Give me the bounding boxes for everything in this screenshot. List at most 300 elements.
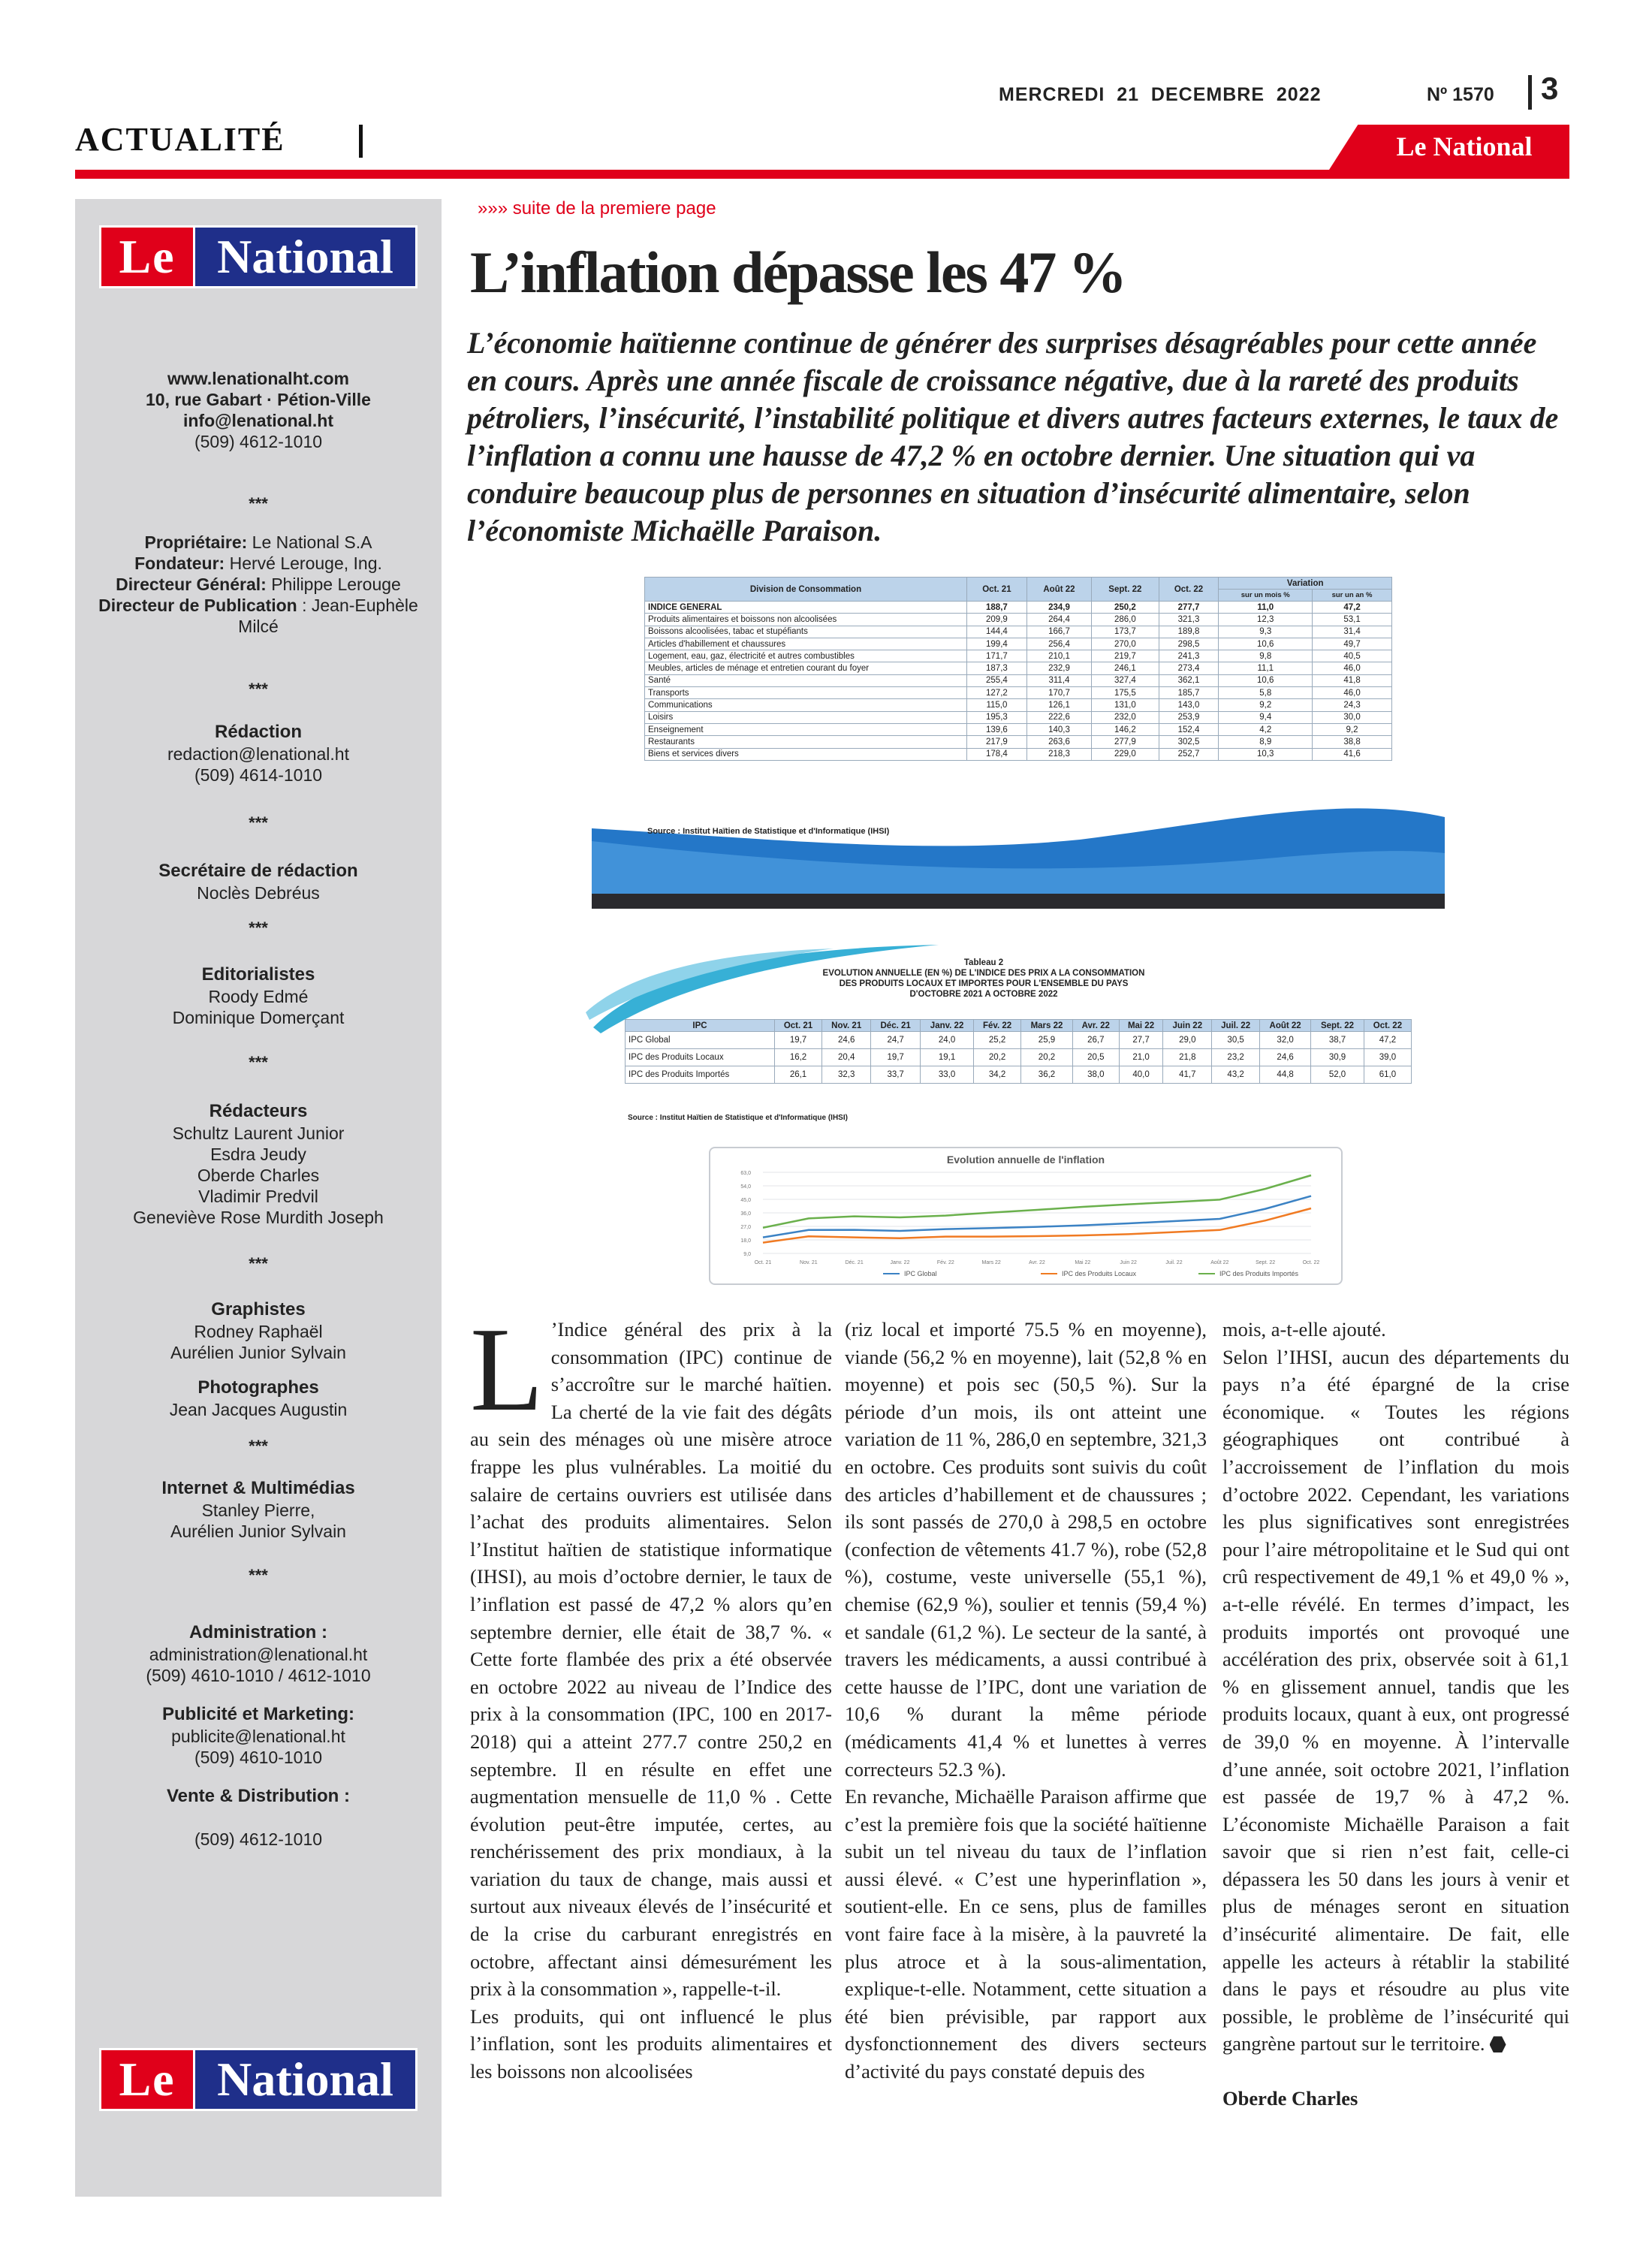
table-row-label: Restaurants: [645, 736, 967, 748]
inflation-chart-svg: [710, 1148, 1341, 1283]
table-cell: 25,2: [974, 1032, 1021, 1049]
editorialistes-block: [75, 964, 442, 1028]
table-row: [626, 1049, 1412, 1066]
table-row: [645, 662, 1392, 674]
chart-x-tick-label: Juil. 22: [1165, 1260, 1183, 1265]
t1-header: Août 22: [1026, 578, 1091, 602]
table-cell: 195,3: [967, 711, 1027, 723]
table-cell: 38,8: [1313, 736, 1392, 748]
table-row: [645, 748, 1392, 760]
paragraph-text: ’Indice général des prix à la consommation (IPC) continue de s’accroître sur le marché haïtien. La cherté de la vie fait des dégâts au sein des ménages où une misère atroce frappe les plus vulnérables. La moitié du salaire de certains ouvriers est utilisée dans l’achat des produits alimentaires. Selon l’Institut haïtien de statistique informatique (IHSI), au mois d’octobre dernier, le taux de l’inflation est passé de 47,2 % alors qu’en septembre dernier, elle était de 38,7 %. « Cette forte flambée des prix a été observée en octobre 2022 au niveau de l’Indice des prix à la consommation (IPC, 100 en 2017-2018) qui a atteint 277.7 contre 250,2 en septembre. Il en résulte en effet une augmentation mensuelle de 11,0 % . Cette évolution peut-être imputée, certes, au renchérissement des prix mondiaux, à la variation du taux de change, mais aussi et surtout aux niveaux élevés de l’insécurité et de la crise du carburant enregistrés en octobre, affectant ainsi démesurément les prix à la consommation », rappelle-t-il.: [470, 1318, 832, 2001]
table-cell: 229,0: [1092, 748, 1159, 760]
table-cell: 170,7: [1026, 687, 1091, 699]
chart-series-line: [763, 1208, 1311, 1243]
header-rule: [75, 170, 1569, 179]
graphistes-block: [75, 1298, 442, 1363]
body-paragraph: En revanche, Michaëlle Paraison affirme que c’est la première fois que la société haïtienne subit un tel niveau du taux de l’inflation aussi élevé. « C’est une hyperinflation », soutient-elle. En ce sens, plus de familles vont faire face à la misère, à la pauvreté la plus atroce et à la sous-alimentation, explique-t-elle. Notamment, cette situation a été bien prévisible, par rapport aux dysfonctionnement des divers secteurs d’activité du pays constaté depuis des: [845, 1785, 1207, 2083]
table1-figure: [592, 569, 1445, 909]
chart-y-tick-label: 18,0: [740, 1238, 751, 1244]
redaction-block: [75, 721, 442, 786]
table-row: [645, 723, 1392, 735]
t2-header: Fév. 22: [974, 1020, 1021, 1032]
table-row-label: Transports: [645, 687, 967, 699]
redaction-phone: (509) 4614-1010: [194, 765, 323, 785]
table-cell: 219,7: [1092, 650, 1159, 662]
chart-y-tick-label: 36,0: [740, 1211, 751, 1217]
table-row-label: Logement, eau, gaz, électricité et autres combustibles: [645, 650, 967, 662]
table-cell: 9,2: [1219, 699, 1313, 711]
redacteurs-title: Rédacteurs: [209, 1101, 308, 1121]
staff-value: Milcé: [238, 617, 279, 636]
table-row: [645, 711, 1392, 723]
separator-stars: ***: [249, 1437, 268, 1455]
table-cell: 263,6: [1026, 736, 1091, 748]
table-cell: 256,4: [1026, 638, 1091, 650]
redacteur-name: Schultz Laurent Junior: [172, 1123, 345, 1143]
table-row-label: Enseignement: [645, 723, 967, 735]
table-cell: 127,2: [967, 687, 1027, 699]
table-cell: 41,7: [1163, 1066, 1212, 1084]
table-cell: 270,0: [1092, 638, 1159, 650]
paragraph-text: Selon l’IHSI, aucun des départements du pays n’a été épargné de la crise économique. « Toutes les régions géographiques ont contribué à l’accroissement de l’inflation du mois d’octobre 2022. Cependant, les variations les plus significatives sont enregistrées pour l’aire métropolitaine et le Sud qui ont crû respectivement de 49,1 % et 49,0 % », a-t-elle révélé. En termes d’impact, les produits importés ont provoqué une accélération des prix, observée soit à 61,1 % en glissement annuel, tandis que les produits locaux, quant à eux, ont progressé de 39,0 % en moyenne. À l’intervalle d’une année, soit octobre 2021, l’inflation est passée de 19,7 % à 47,2 %. L’économiste Michaëlle Paraison a fait savoir que si rien n’est fait, celle-ci dépassera les 50 dans les jours à venir et plus de ménages seront en situation d’insécurité alimentaire. De fait, elle appelle les acteurs à rétablir la stabilité dans le pays et résoudre au plus vite possible, le problème de l’insécurité qui gangrène partout sur le territoire.: [1222, 1345, 1569, 2055]
table-row: [645, 626, 1392, 638]
table-cell: 217,9: [967, 736, 1027, 748]
table-cell: 33,0: [920, 1066, 973, 1084]
table-cell: 152,4: [1159, 723, 1219, 735]
table2-title-line: EVOLUTION ANNUELLE (EN %) DE L'INDICE DES PRIX A LA CONSOMMATION: [822, 969, 1145, 978]
table-cell: 189,8: [1159, 626, 1219, 638]
table-cell: 39,0: [1364, 1049, 1411, 1066]
staff-value: : Jean-Euphèle: [297, 596, 418, 615]
continuation-kicker: »»» suite de la premiere page: [478, 198, 716, 219]
table-cell: 264,4: [1026, 614, 1091, 626]
chart-x-tick-label: Août 22: [1210, 1260, 1229, 1265]
table-cell: 43,2: [1212, 1066, 1260, 1084]
administration-block: [75, 1621, 442, 1686]
table-cell: 24,7: [871, 1032, 921, 1049]
table-cell: 31,4: [1313, 626, 1392, 638]
inflation-chart: [709, 1147, 1343, 1285]
newspaper-logo-bottom: [99, 2048, 418, 2111]
logo-le: Le: [99, 2048, 195, 2111]
table2-body: [626, 1032, 1412, 1084]
chart-x-tick-label: Nov. 21: [800, 1260, 818, 1265]
publicite-phone: (509) 4610-1010: [194, 1748, 323, 1767]
table-cell: 171,7: [967, 650, 1027, 662]
table-row-label: Biens et services divers: [645, 748, 967, 760]
t2-header: Mai 22: [1119, 1020, 1163, 1032]
table1: [644, 577, 1392, 761]
vente-block: [75, 1785, 442, 1850]
page-number: 3: [1541, 71, 1559, 106]
separator-stars: ***: [249, 918, 268, 937]
table-row-label: Articles d'habillement et chaussures: [645, 638, 967, 650]
table-cell: 46,0: [1313, 662, 1392, 674]
table-cell: 146,2: [1092, 723, 1159, 735]
table-cell: 246,1: [1092, 662, 1159, 674]
table-cell: 9,8: [1219, 650, 1313, 662]
internet-name: Aurélien Junior Sylvain: [170, 1522, 346, 1541]
logo-le: Le: [99, 225, 195, 288]
photographes-title: Photographes: [197, 1377, 319, 1398]
chart-x-tick-label: Sept. 22: [1256, 1260, 1276, 1265]
table-cell: 44,8: [1260, 1066, 1311, 1084]
table-row: [645, 614, 1392, 626]
table-cell: 29,0: [1163, 1032, 1212, 1049]
separator-stars: ***: [249, 813, 268, 832]
staff-value: Le National S.A: [247, 532, 372, 552]
redaction-email[interactable]: redaction@lenational.ht: [167, 744, 349, 764]
redacteurs-block: [75, 1100, 442, 1228]
table-cell: 5,8: [1219, 687, 1313, 699]
body-paragraph: [1222, 1344, 1569, 2058]
table-cell: 232,9: [1026, 662, 1091, 674]
table-cell: 40,0: [1119, 1066, 1163, 1084]
graphiste-name: Aurélien Junior Sylvain: [170, 1343, 346, 1362]
chart-x-ticks: [755, 1260, 1320, 1265]
administration-email[interactable]: administration@lenational.ht: [149, 1645, 368, 1664]
issue-number: Nº 1570: [1427, 84, 1494, 105]
section-title: ACTUALITÉ: [75, 121, 285, 158]
table-cell: 19,7: [871, 1049, 921, 1066]
table-cell: 131,0: [1092, 699, 1159, 711]
article-column-3: [1222, 1316, 1569, 2113]
redaction-title: Rédaction: [214, 722, 302, 742]
administration-title: Administration :: [189, 1622, 327, 1642]
table-cell: 12,3: [1219, 614, 1313, 626]
staff-value: Philippe Lerouge: [266, 575, 401, 594]
table-row-label: INDICE GENERAL: [645, 602, 967, 614]
table-cell: 19,1: [920, 1049, 973, 1066]
table-cell: 30,9: [1311, 1049, 1364, 1066]
table-cell: 253,9: [1159, 711, 1219, 723]
table-cell: 298,5: [1159, 638, 1219, 650]
table-cell: 41,8: [1313, 674, 1392, 686]
table-cell: 250,2: [1092, 602, 1159, 614]
t2-header: IPC: [626, 1020, 775, 1032]
table-row-label: Produits alimentaires et boissons non alcoolisées: [645, 614, 967, 626]
table-cell: 52,0: [1311, 1066, 1364, 1084]
secretaire-block: [75, 860, 442, 903]
table-cell: 10,6: [1219, 674, 1313, 686]
table-cell: 9,3: [1219, 626, 1313, 638]
table-row: [645, 650, 1392, 662]
table-cell: 10,6: [1219, 638, 1313, 650]
newspaper-logo: [99, 225, 418, 288]
t1-subheader: sur un mois %: [1219, 590, 1313, 602]
table-cell: 8,9: [1219, 736, 1313, 748]
staff-label: Directeur Général:: [116, 575, 267, 594]
table-cell: 23,2: [1212, 1049, 1260, 1066]
separator-stars: ***: [249, 494, 268, 513]
t2-header: Juil. 22: [1212, 1020, 1260, 1032]
table-row: [645, 687, 1392, 699]
graphistes-title: Graphistes: [211, 1299, 306, 1320]
address: 10, rue Gabart · Pétion-Ville: [146, 390, 371, 409]
chart-x-tick-label: Mars 22: [981, 1260, 1001, 1265]
table-cell: 30,0: [1313, 711, 1392, 723]
chart-x-tick-label: Fév. 22: [936, 1260, 954, 1265]
table2-header-row: [626, 1020, 1412, 1032]
table-cell: 166,7: [1026, 626, 1091, 638]
table-cell: 286,0: [1092, 614, 1159, 626]
table-row-label: IPC Global: [626, 1032, 775, 1049]
photographes-block: [75, 1377, 442, 1420]
table-cell: 53,1: [1313, 614, 1392, 626]
table-cell: 10,3: [1219, 748, 1313, 760]
table-cell: 19,7: [775, 1032, 822, 1049]
email-link[interactable]: info@lenational.ht: [182, 411, 334, 430]
table-cell: 178,4: [967, 748, 1027, 760]
table-cell: 27,7: [1119, 1032, 1163, 1049]
table1-source: Source : Institut Haïtien de Statistique et d'Informatique (IHSI): [647, 827, 890, 836]
t2-header: Avr. 22: [1073, 1020, 1120, 1032]
table-cell: 47,2: [1313, 602, 1392, 614]
contact-block: [75, 368, 442, 452]
table-cell: 209,9: [967, 614, 1027, 626]
issue-date: MERCREDI 21 DECEMBRE 2022: [999, 84, 1322, 105]
editorialiste-name: Dominique Domerçant: [172, 1008, 345, 1027]
table-row-label: Meubles, articles de ménage et entretien courant du foyer: [645, 662, 967, 674]
table-cell: 234,9: [1026, 602, 1091, 614]
table-cell: 34,2: [974, 1066, 1021, 1084]
table2-title-line: D'OCTOBRE 2021 A OCTOBRE 2022: [909, 990, 1058, 999]
table-cell: 32,0: [1260, 1032, 1311, 1049]
table-cell: 302,5: [1159, 736, 1219, 748]
table-cell: 24,0: [920, 1032, 973, 1049]
staff-label: Directeur de Publication: [98, 596, 297, 615]
chart-x-tick-label: Déc. 21: [845, 1260, 864, 1265]
graphiste-name: Rodney Raphaël: [194, 1322, 323, 1341]
staff-label: Propriétaire:: [144, 532, 248, 552]
t1-header: Sept. 22: [1092, 578, 1159, 602]
article-lede: L’économie haïtienne continue de générer des surprises désagréables pour cette année en cours. Après une année fiscale de croissance négative, due à la rareté des produits pétroliers, l’insécurité, l’instabilité politique et divers autres facteurs externes, le taux de l’inflation a connu une hausse de 47,2 % en octobre dernier. Une situation qui va conduire beaucoup plus de personnes en situation d’insécurité alimentaire, selon l’économiste Michaëlle Paraison.: [467, 326, 1559, 547]
editorialiste-name: Roody Edmé: [208, 987, 309, 1006]
secretaire-title: Secrétaire de rédaction: [158, 861, 358, 881]
table-cell: 24,3: [1313, 699, 1392, 711]
table-cell: 20,2: [974, 1049, 1021, 1066]
table-row: [626, 1066, 1412, 1084]
table-cell: 321,3: [1159, 614, 1219, 626]
table-cell: 232,0: [1092, 711, 1159, 723]
table-cell: 25,9: [1020, 1032, 1072, 1049]
separator-stars: ***: [249, 1566, 268, 1585]
legend-label: IPC des Produits Locaux: [1062, 1270, 1137, 1277]
chart-y-tick-label: 9,0: [743, 1252, 751, 1257]
table-cell: 47,2: [1364, 1032, 1411, 1049]
legend-label: IPC des Produits Importés: [1219, 1270, 1299, 1277]
table-cell: 126,1: [1026, 699, 1091, 711]
table-cell: 173,7: [1092, 626, 1159, 638]
table-cell: 9,2: [1313, 723, 1392, 735]
chart-x-tick-label: Janv. 22: [890, 1260, 910, 1265]
table-cell: 38,0: [1073, 1066, 1120, 1084]
body-paragraph: Les produits, qui ont influencé le plus l’inflation, sont les produits alimentaires et les boissons non alcoolisées: [470, 2004, 832, 2083]
administration-phone: (509) 4610-1010 / 4612-1010: [146, 1666, 371, 1685]
phone: (509) 4612-1010: [194, 432, 323, 451]
table-cell: 218,3: [1026, 748, 1091, 760]
table-cell: 144,4: [967, 626, 1027, 638]
chart-x-tick-label: Oct. 21: [754, 1260, 772, 1265]
chart-x-tick-label: Mai 22: [1075, 1260, 1091, 1265]
chart-y-tick-label: 54,0: [740, 1184, 751, 1190]
vente-title: Vente & Distribution :: [166, 1786, 350, 1806]
header-divider: [1528, 75, 1532, 110]
table-cell: 21,8: [1163, 1049, 1212, 1066]
t1-header: Oct. 21: [967, 578, 1027, 602]
chart-x-tick-label: Juin 22: [1120, 1260, 1137, 1265]
body-paragraph: (riz local et importé 75.5 % en moyenne), viande (56,2 % en moyenne), lait (52,8 % en moyenne) et pois sec (50,5 %). Sur la période d’un mois, ils ont atteint une variation de 11 %, 286,0 en septembre, 321,3 en octobre. Ces produits sont suivis du coût des articles d’habillement et de chaussures ; ils sont passés de 270,0 à 298,5 en octobre (confection de vêtements 41.7 %), robe (52,8 %), costume, veste universelle (55,1 %), chemise (62,9 %), soulier et tennis (59,4 %) et sandale (61,2 %). Le secteur de la santé, à travers les médicaments, a aussi contribué à cette hausse de l’IPC, dont une variation de 10,6 % durant la même période (médicaments 41,4 % et lunettes à verres correcteurs 52.3 %).: [845, 1318, 1207, 1781]
photographe-name: Jean Jacques Augustin: [169, 1400, 348, 1419]
logo-national: National: [195, 225, 418, 288]
t2-header: Mars 22: [1020, 1020, 1072, 1032]
editorialistes-title: Editorialistes: [201, 964, 315, 985]
internet-title: Internet & Multimédias: [161, 1478, 355, 1498]
table-cell: 49,7: [1313, 638, 1392, 650]
table-cell: 311,4: [1026, 674, 1091, 686]
internet-block: [75, 1477, 442, 1542]
article-column-1: [470, 1302, 832, 2086]
chart-y-tick-label: 45,0: [740, 1198, 751, 1203]
table-row-label: Loisirs: [645, 711, 967, 723]
staff-label: Fondateur:: [134, 553, 225, 573]
secretaire-name: Noclès Debréus: [197, 883, 320, 903]
table-cell: 11,0: [1219, 602, 1313, 614]
table2-title: [766, 958, 1201, 1000]
table-cell: 4,2: [1219, 723, 1313, 735]
table-cell: 26,1: [775, 1066, 822, 1084]
table-cell: 41,6: [1313, 748, 1392, 760]
table-row-label: Boissons alcoolisées, tabac et stupéfiants: [645, 626, 967, 638]
table-cell: 24,6: [1260, 1049, 1311, 1066]
publicite-email[interactable]: publicite@lenational.ht: [171, 1727, 345, 1746]
chart-y-tick-label: 27,0: [740, 1225, 751, 1230]
table-cell: 188,7: [967, 602, 1027, 614]
masthead-sidebar: [75, 199, 442, 2197]
redacteur-name: Geneviève Rose Murdith Joseph: [133, 1208, 384, 1227]
byline: Oberde Charles: [1222, 2087, 1358, 2110]
t1-header-variation: Variation: [1219, 578, 1392, 590]
legend-label: IPC Global: [904, 1270, 937, 1277]
separator-stars: ***: [249, 680, 268, 698]
table-row: [645, 736, 1392, 748]
internet-name: Stanley Pierre,: [201, 1500, 315, 1520]
t2-header: Janv. 22: [920, 1020, 973, 1032]
table-cell: 11,1: [1219, 662, 1313, 674]
brand-tab-label: Le National: [1396, 131, 1533, 161]
table-cell: 241,3: [1159, 650, 1219, 662]
table-row-label: Communications: [645, 699, 967, 711]
table-cell: 30,5: [1212, 1032, 1260, 1049]
staff-block: [75, 532, 442, 637]
t2-header: Sept. 22: [1311, 1020, 1364, 1032]
table2-title-line: DES PRODUITS LOCAUX ET IMPORTES POUR L'ENSEMBLE DU PAYS: [839, 979, 1129, 988]
chart-legend: [883, 1270, 1299, 1277]
redacteur-name: Esdra Jeudy: [210, 1145, 306, 1164]
section-divider: [359, 125, 363, 158]
chart-y-ticks: [740, 1171, 751, 1257]
table-cell: 36,2: [1020, 1066, 1072, 1084]
table-cell: 277,7: [1159, 602, 1219, 614]
table-cell: 9,4: [1219, 711, 1313, 723]
table2-title-line: Tableau 2: [963, 958, 1004, 967]
t2-header: Déc. 21: [871, 1020, 921, 1032]
website-link[interactable]: www.lenationalht.com: [167, 369, 349, 388]
table-cell: 143,0: [1159, 699, 1219, 711]
drop-cap: L: [470, 1302, 544, 1436]
table-cell: 255,4: [967, 674, 1027, 686]
table-cell: 24,6: [822, 1032, 871, 1049]
end-of-article-icon: [1490, 2036, 1506, 2052]
table-cell: 327,4: [1092, 674, 1159, 686]
chart-series-line: [763, 1175, 1311, 1228]
table-cell: 26,7: [1073, 1032, 1120, 1049]
table-cell: 16,2: [775, 1049, 822, 1066]
table-cell: 273,4: [1159, 662, 1219, 674]
table-row: [645, 638, 1392, 650]
table-cell: 46,0: [1313, 687, 1392, 699]
table-cell: 21,0: [1119, 1049, 1163, 1066]
table2: [625, 1019, 1412, 1084]
table-cell: 20,5: [1073, 1049, 1120, 1066]
t2-header: Oct. 22: [1364, 1020, 1411, 1032]
chart-lines: [763, 1175, 1311, 1243]
separator-stars: ***: [249, 1254, 268, 1273]
t2-header: Nov. 21: [822, 1020, 871, 1032]
table-cell: 210,1: [1026, 650, 1091, 662]
table-cell: 40,5: [1313, 650, 1392, 662]
t2-header: Juin 22: [1163, 1020, 1212, 1032]
table-cell: 362,1: [1159, 674, 1219, 686]
table-row-label: Santé: [645, 674, 967, 686]
table-cell: 139,6: [967, 723, 1027, 735]
table-row-label: IPC des Produits Locaux: [626, 1049, 775, 1066]
publicite-title: Publicité et Marketing:: [161, 1704, 355, 1724]
table-cell: 33,7: [871, 1066, 921, 1084]
table-cell: 38,7: [1311, 1032, 1364, 1049]
body-paragraph: mois, a-t-elle ajouté.: [1222, 1318, 1386, 1341]
t1-subheader: sur un an %: [1313, 590, 1392, 602]
t1-header: Oct. 22: [1159, 578, 1219, 602]
t2-header: Août 22: [1260, 1020, 1311, 1032]
table-row: [626, 1032, 1412, 1049]
staff-value: Hervé Lerouge, Ing.: [225, 553, 382, 573]
chart-x-tick-label: Oct. 22: [1302, 1260, 1320, 1265]
logo-national: National: [195, 2048, 418, 2111]
table-row: [645, 602, 1392, 614]
table-cell: 277,9: [1092, 736, 1159, 748]
chart-title: Evolution annuelle de l'inflation: [946, 1154, 1105, 1166]
table-cell: 199,4: [967, 638, 1027, 650]
article-title: L’inflation dépasse les 47 %: [470, 240, 1126, 305]
redacteur-name: Vladimir Predvil: [198, 1187, 318, 1206]
table-cell: 185,7: [1159, 687, 1219, 699]
redacteur-name: Oberde Charles: [197, 1166, 320, 1185]
body-paragraph: [470, 1302, 832, 2003]
table2-source: Source : Institut Haïtien de Statistique et d'Informatique (IHSI): [628, 1114, 848, 1122]
table-row-label: IPC des Produits Importés: [626, 1066, 775, 1084]
table-cell: 222,6: [1026, 711, 1091, 723]
chart-x-tick-label: Avr. 22: [1029, 1260, 1045, 1265]
t2-header: Oct. 21: [775, 1020, 822, 1032]
publicite-block: [75, 1703, 442, 1768]
table-cell: 20,4: [822, 1049, 871, 1066]
separator-stars: ***: [249, 1053, 268, 1072]
table-row: [645, 699, 1392, 711]
article-column-2: [845, 1316, 1207, 2086]
chart-grid: [763, 1172, 1311, 1253]
table-cell: 175,5: [1092, 687, 1159, 699]
